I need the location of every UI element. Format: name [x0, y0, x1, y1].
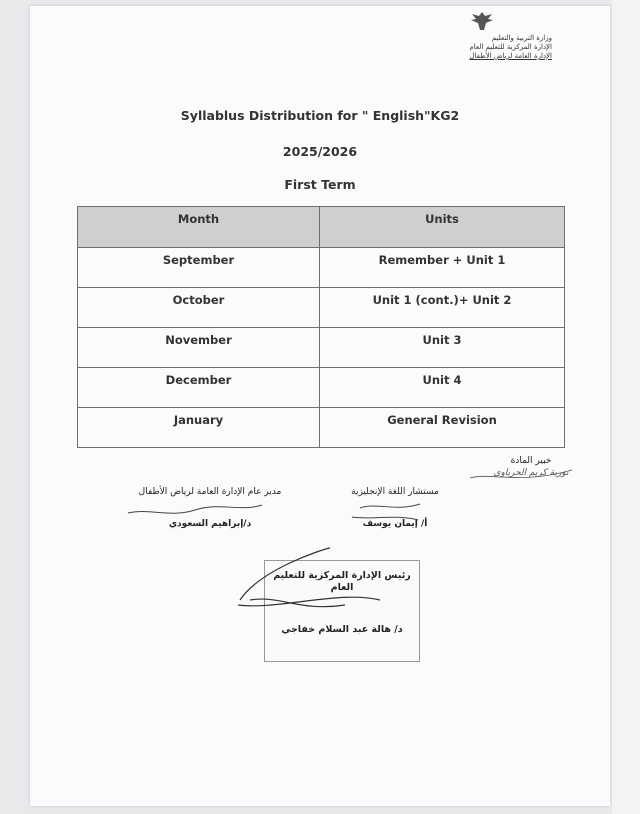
units-cell: Unit 4: [320, 368, 565, 408]
units-cell: General Revision: [320, 408, 565, 448]
month-cell: January: [78, 408, 320, 448]
signature-director: [120, 486, 300, 530]
eagle-emblem-icon: [468, 10, 496, 32]
academic-year: 2025/2026: [282, 144, 358, 159]
month-cell: December: [78, 368, 320, 408]
month-cell: November: [78, 328, 320, 368]
ministry-line: وزارة التربية والتعليم: [491, 34, 552, 42]
table-header-row: [78, 207, 565, 248]
syllabus-table: [77, 206, 565, 448]
signature-title: مدير عام الإدارة العامة لرياض الأطفال: [138, 487, 282, 497]
signature-name: د/ هالة عبد السلام خفاجي: [281, 624, 403, 635]
month-cell: October: [78, 288, 320, 328]
column-header-month: Month: [78, 207, 320, 248]
signature-name: د/إبراهيم السعودي: [168, 519, 252, 529]
units-cell: Unit 1 (cont.)+ Unit 2: [320, 288, 565, 328]
term-label: First Term: [284, 177, 356, 192]
column-header-units: Units: [320, 207, 565, 248]
signature-advisor: [330, 486, 460, 530]
ministry-header: [432, 34, 552, 61]
ministry-line: الإدارة المركزية للتعليم العام: [469, 43, 552, 51]
signature-name: نورية كريم الحرباوي: [493, 468, 569, 478]
signature-title: رئيس الإدارة المركزية للتعليم العام: [273, 570, 411, 593]
table-row: [78, 248, 565, 288]
table-row: [78, 288, 565, 328]
ministry-line: الإدارة العامة لرياض الأطفال: [469, 52, 552, 60]
signature-expert: [476, 455, 586, 479]
document-title: Syllablus Distribution for " English"KG2: [180, 108, 460, 123]
signature-name: أ/ إيمان يوسف: [362, 519, 428, 529]
units-cell: Remember + Unit 1: [320, 248, 565, 288]
table-row: [78, 328, 565, 368]
month-cell: September: [78, 248, 320, 288]
units-cell: Unit 3: [320, 328, 565, 368]
table-row: [78, 368, 565, 408]
table-row: [78, 408, 565, 448]
signature-title: مستشار اللغة الإنجليزية: [351, 487, 439, 497]
signature-head: [262, 570, 422, 636]
signature-title: خبير المادة: [510, 456, 552, 466]
